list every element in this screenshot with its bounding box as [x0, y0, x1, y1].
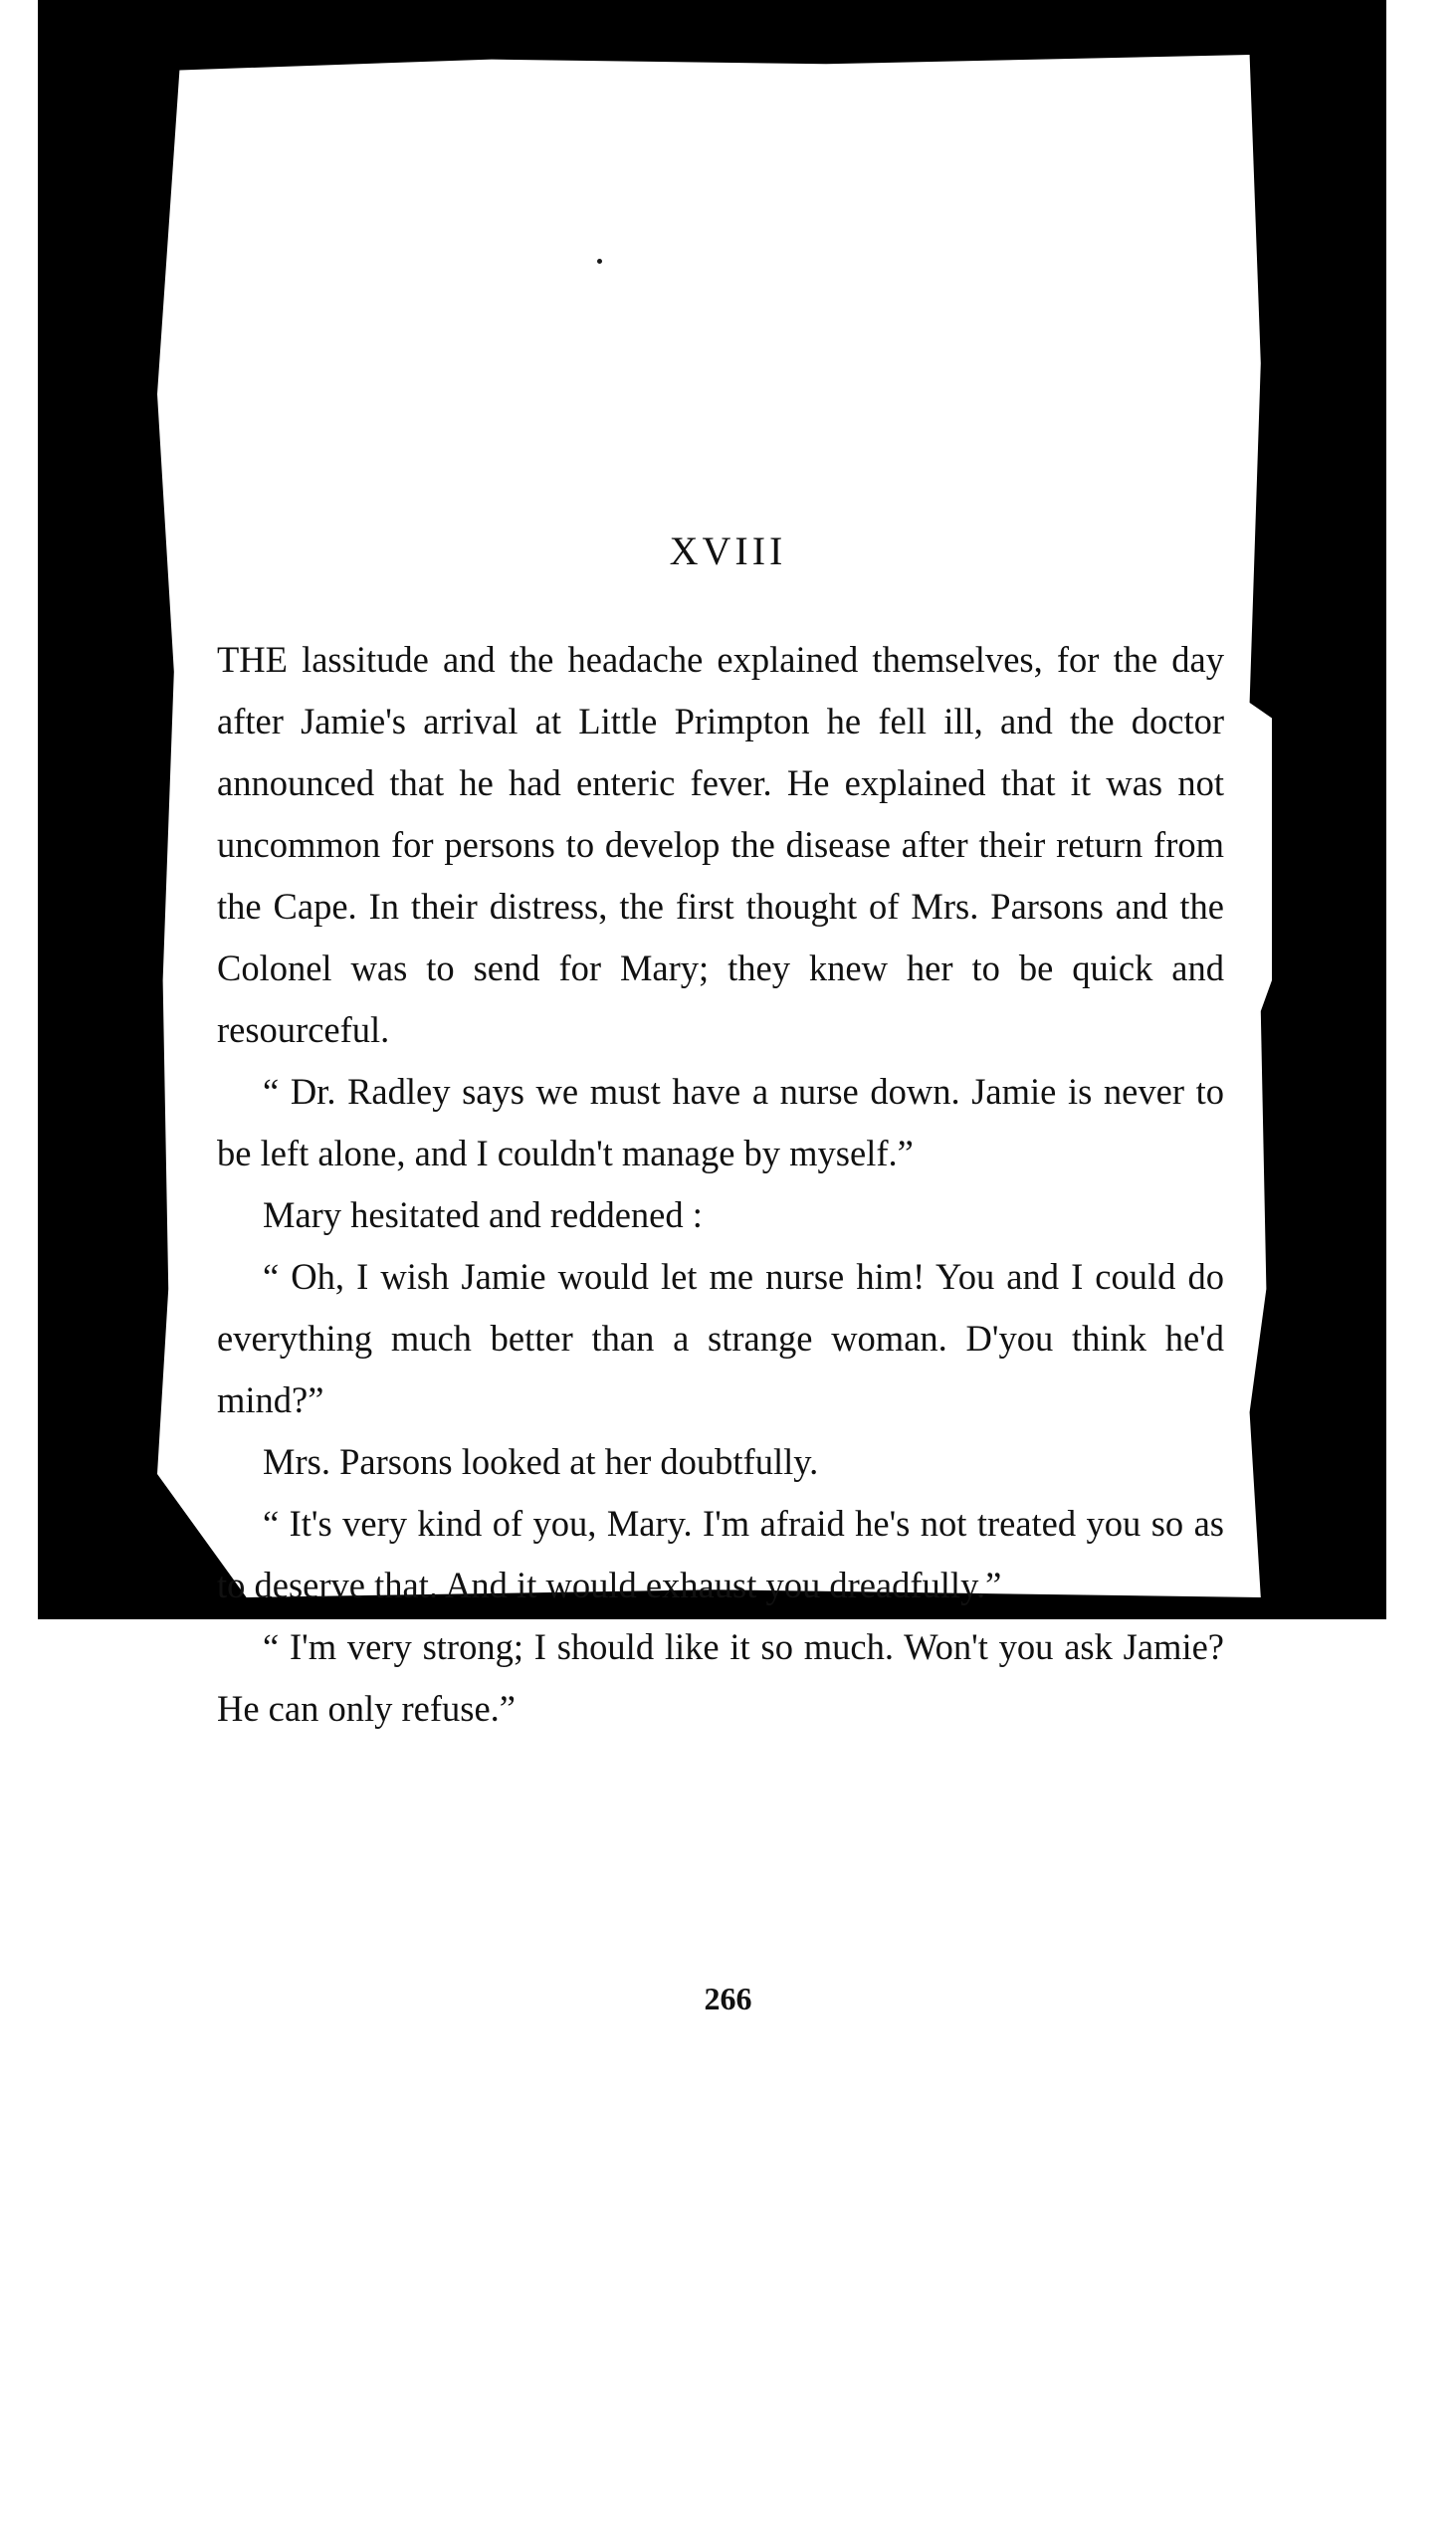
chapter-heading: XVIII: [669, 528, 787, 573]
paragraph-lead-word: THE: [217, 639, 288, 680]
paragraph-7: “ I'm very strong; I should like it so much. Won't you ask Jamie? He can only refuse.”: [217, 1626, 1224, 1729]
body-text: [217, 629, 1224, 1740]
paragraph-text: lassitude and the headache explained themselves, for the day after Jamie's arrival at Little Primpton he fell ill, and the doctor announced that he had enteric fever. He explained that it was not uncommon for persons to develop the disease after their return from the Cape. In their distress, the first thought of Mrs. Parsons and the Colonel was to send for Mary; they knew her to be quick and resourceful.: [217, 639, 1224, 1050]
paragraph-1: [217, 629, 1224, 1061]
paragraph-3: Mary hesitated and reddened :: [263, 1194, 703, 1235]
ink-speck: [597, 259, 602, 264]
paragraph-4: “ Oh, I wish Jamie would let me nurse him! You and I could do everything much better than a strange woman. D'you think he'd mind?”: [217, 1256, 1224, 1420]
paragraph-5: Mrs. Parsons looked at her doubtfully.: [263, 1441, 819, 1482]
page-number: 266: [704, 1981, 752, 2016]
paragraph-2: “ Dr. Radley says we must have a nurse down. Jamie is never to be left alone, and I couldn't manage by myself.”: [217, 1071, 1224, 1173]
paragraph-6: “ It's very kind of you, Mary. I'm afraid he's not treated you so as to deserve that. And it would exhaust you dreadfully.”: [217, 1503, 1224, 1605]
